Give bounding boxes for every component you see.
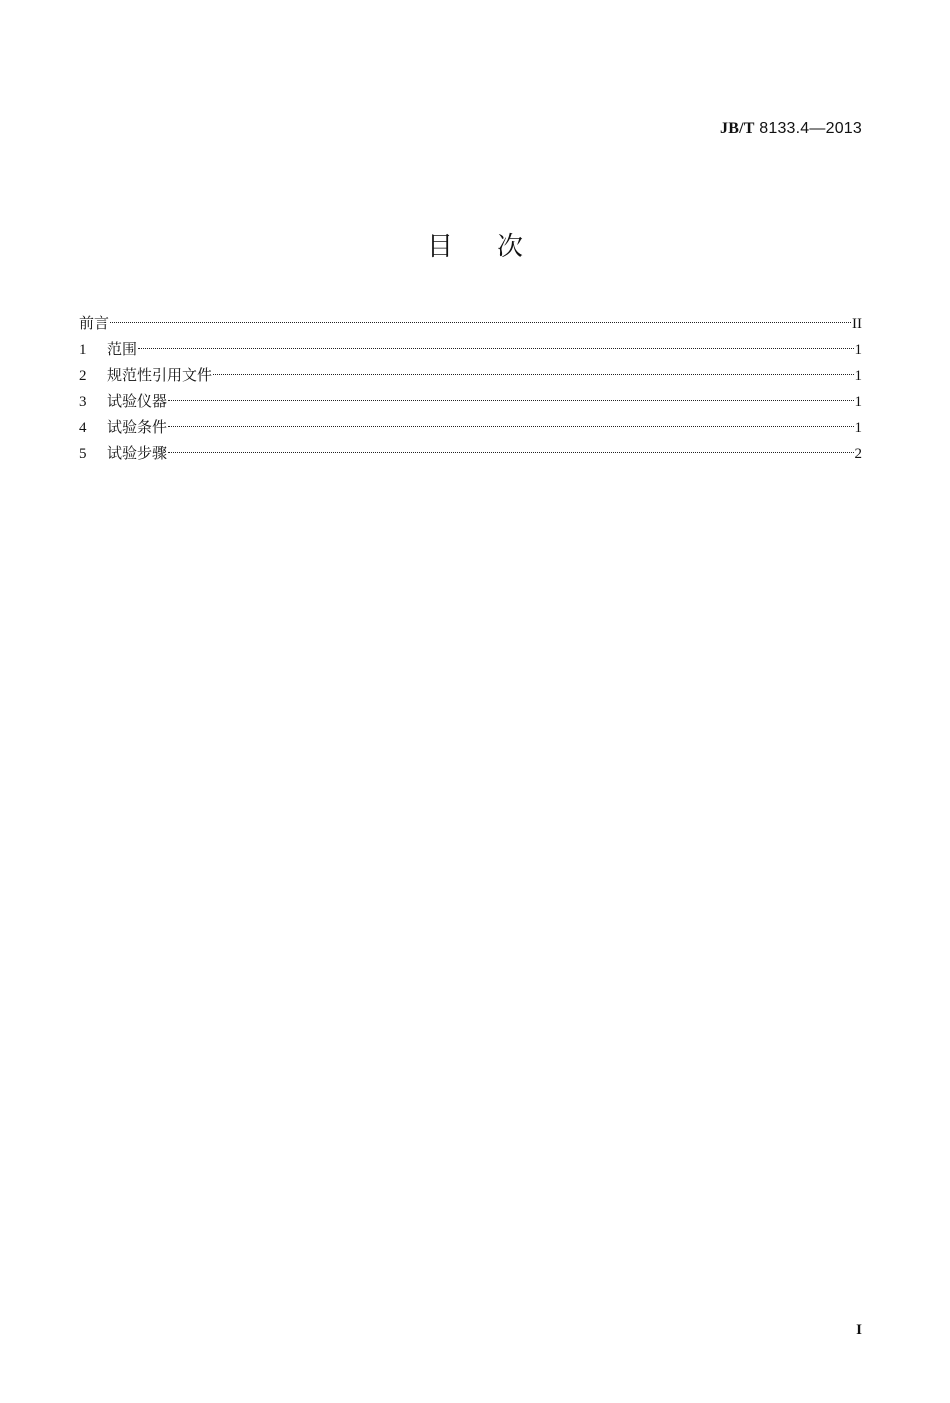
toc-entry-page: 1 [854, 420, 862, 436]
page-number: I [856, 1322, 862, 1338]
toc-entry-page: II [852, 316, 862, 332]
standard-prefix: JB/T [720, 120, 755, 137]
toc-entry-test-procedure[interactable] [79, 440, 862, 466]
dot-leader [168, 452, 853, 453]
toc-entry-label: 试验步骤 [107, 444, 168, 462]
standard-code: 8133.4—2013 [754, 120, 862, 137]
toc-entry-foreword[interactable] [79, 310, 862, 336]
toc-entry-test-instruments[interactable] [79, 388, 862, 414]
toc-entry-number: 3 [79, 394, 87, 410]
toc-entry-number: 4 [79, 420, 87, 436]
toc-entry-number: 5 [79, 446, 87, 462]
toc-title: 目次 [426, 232, 567, 262]
toc-entry-normative-references[interactable] [79, 362, 862, 388]
toc-entry-test-conditions[interactable] [79, 414, 862, 440]
toc-entry-scope[interactable] [79, 336, 862, 362]
dot-leader [110, 322, 851, 323]
dot-leader [138, 348, 853, 349]
dot-leader [213, 374, 853, 375]
toc-entry-label: 试验条件 [107, 418, 168, 436]
toc-entry-page: 1 [854, 394, 862, 410]
toc-entry-page: 1 [854, 368, 862, 384]
toc-entry-number: 1 [79, 342, 87, 358]
toc-entry-label: 试验仪器 [107, 392, 168, 410]
toc-entry-number: 2 [79, 368, 87, 384]
dot-leader [168, 400, 853, 401]
toc-entry-page: 2 [854, 446, 862, 462]
toc-entry-label: 范围 [107, 340, 138, 358]
table-of-contents [79, 310, 862, 466]
toc-entry-label: 规范性引用文件 [107, 366, 213, 384]
standard-number [720, 120, 862, 138]
toc-entry-page: 1 [854, 342, 862, 358]
dot-leader [168, 426, 853, 427]
toc-entry-label: 前言 [79, 314, 110, 332]
